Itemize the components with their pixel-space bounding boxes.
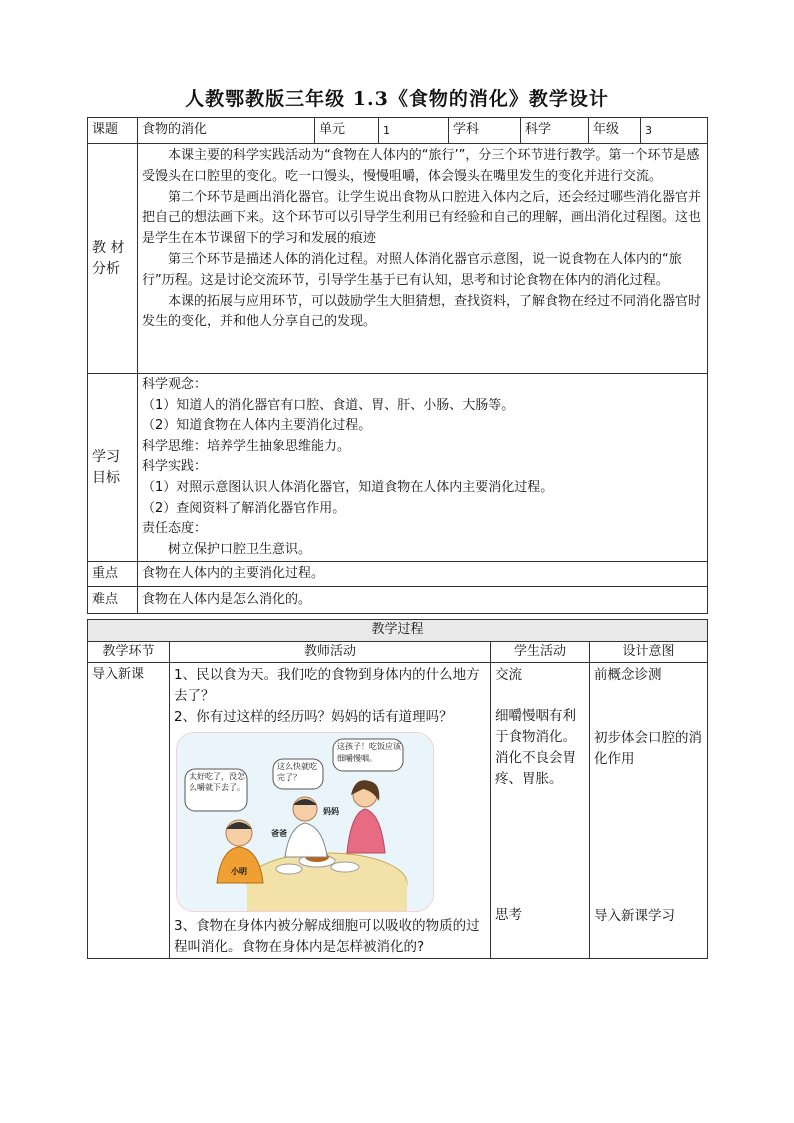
difficulty-label: 难点 (88, 587, 138, 614)
family-dinner-illustration (176, 732, 434, 912)
process-header: 教学过程 (88, 620, 708, 642)
intent-item: 导入新课学习 (594, 908, 675, 924)
analysis-paragraph: 本课主要的科学实践活动为“食物在人体内的“旅行’”，分三个环节进行教学。第一个环节是感受馒头在口腔里的变化。吃一口馒头，慢慢咀嚼，体会馒头在嘴里发生的变化并进行交流。 (142, 148, 700, 184)
column-header: 学生活动 (491, 641, 590, 663)
goal-line: 科学实践： (142, 459, 208, 475)
stage-cell: 导入新课 (88, 663, 170, 959)
label-dad: 爸爸 (271, 829, 287, 838)
analysis-label-line1: 教 材 (92, 240, 125, 256)
info-table (87, 117, 708, 614)
student-item: 思考 (495, 907, 522, 923)
analysis-label-line2: 分析 (92, 260, 120, 277)
speech-bubble-right: 这孩子！吃饭应该细嚼慢咽。 (337, 742, 401, 763)
unit-label: 单元 (315, 118, 379, 144)
process-table (87, 619, 708, 959)
goal-line: 责任态度： (142, 521, 208, 537)
unit-value: 1 (379, 118, 449, 144)
column-header: 教学环节 (88, 641, 170, 663)
grade-value: 3 (641, 118, 708, 144)
goal-line: （2）知道食物在人体内主要消化过程。 (142, 418, 372, 434)
teacher-step: 1、民以食为天。我们吃的食物到身体内的什么地方去了？ (174, 667, 480, 704)
difficulty-value: 食物在人体内是怎么消化的。 (138, 587, 708, 614)
topic-label: 课题 (88, 118, 138, 144)
label-mom: 妈妈 (323, 807, 339, 816)
analysis-content (138, 144, 708, 374)
intent-item: 前概念诊测 (594, 667, 662, 683)
column-header: 教师活动 (170, 641, 491, 663)
analysis-paragraph: 第二个环节是画出消化器官。让学生说出食物从口腔进入体内之后，还会经过哪些消化器官并把自己的想法画下来。这个环节可以引导学生利用已有经验和自己的理解，画出消化过程图。这也是学生在本节课留下的学习和发展的痕迹 (142, 189, 702, 247)
goal-line: 树立保护口腔卫生意识。 (168, 541, 312, 557)
grade-label: 年级 (589, 118, 641, 144)
subject-label: 学科 (449, 118, 521, 144)
topic-value: 食物的消化 (138, 118, 315, 144)
goals-label-line1: 学习 (92, 449, 120, 465)
speech-bubble-mid: 这么快就吃完了？ (277, 762, 317, 782)
student-item: 细嚼慢咽有利于食物消化。消化不良会胃疼、胃胀。 (495, 708, 576, 787)
analysis-label (88, 144, 138, 374)
key-point-label: 重点 (88, 562, 138, 587)
goals-content (138, 374, 708, 562)
goal-line: （1）对照示意图认识人体消化器官，知道食物在人体内主要消化过程。 (142, 479, 554, 495)
goal-line: （2）查阅资料了解消化器官作用。 (142, 500, 346, 516)
teacher-step: 2、你有过这样的经历吗？妈妈的话有道理吗？ (174, 709, 453, 725)
goal-line: 科学观念： (142, 377, 208, 392)
goals-label (88, 374, 138, 562)
analysis-paragraph: 第三个环节是描述人体的消化过程。对照人体消化器官示意图，说一说食物在人体内的“旅行”历程。这是讨论交流环节，引导学生基于已有认知，思考和讨论食物在体内的消化过程。 (142, 251, 682, 288)
page-title: 人教鄂教版三年级 1.3《食物的消化》教学设计 (185, 88, 609, 110)
teacher-step: 3、食物在身体内被分解成细胞可以吸收的物质的过程叫消化。食物在身体内是怎样被消化的? (174, 918, 480, 955)
subject-value: 科学 (521, 118, 589, 144)
goal-line: （1）知道人的消化器官有口腔、食道、胃、肝、小肠、大肠等。 (142, 397, 515, 413)
teacher-activity (170, 663, 491, 959)
column-header: 设计意图 (590, 641, 708, 663)
analysis-paragraph: 本课的拓展与应用环节，可以鼓励学生大胆猜想，查找资料，了解食物在经过不同消化器官时发生的变化，并和他人分享自己的发现。 (142, 293, 702, 330)
goals-label-line2: 目标 (92, 469, 120, 486)
intent-item: 初步体会口腔的消化作用 (594, 730, 702, 767)
student-activity (491, 663, 590, 959)
design-intent (590, 663, 708, 959)
student-item: 交流 (495, 667, 522, 683)
label-kid: 小明 (231, 867, 247, 876)
speech-bubble-left: 太好吃了，没怎么嚼就下去了。 (189, 772, 245, 792)
key-point-value: 食物在人体内的主要消化过程。 (138, 562, 708, 587)
goal-line: 科学思维：培养学生抽象思维能力。 (142, 438, 351, 454)
